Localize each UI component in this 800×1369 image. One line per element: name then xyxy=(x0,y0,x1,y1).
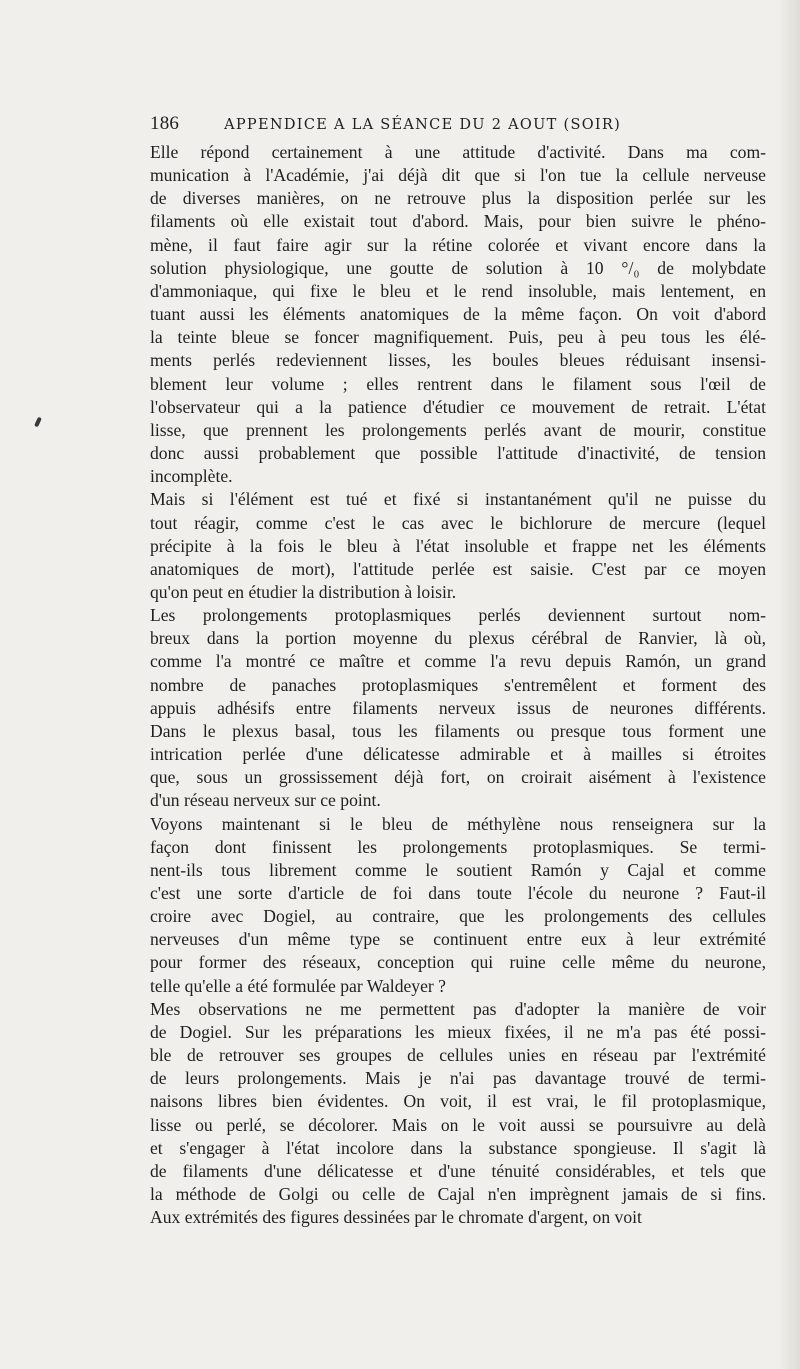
text-line: ments perlés redeviennent lisses, les boules bleues réduisant insensi- xyxy=(150,350,766,371)
paragraph xyxy=(150,998,766,1230)
text-line: comme l'a montré ce maître et comme l'a revu depuis Ramón, un grand xyxy=(150,651,766,672)
text-line: et s'engager à l'état incolore dans la substance spongieuse. Il s'agit là xyxy=(150,1137,766,1158)
text-line: nerveuses d'un même type se continuent entre eux à leur extrémité xyxy=(150,929,766,950)
text-line: incomplète. xyxy=(150,466,233,487)
text-line: de filaments d'une délicatesse et d'une ténuité considérables, et tels que xyxy=(150,1160,766,1181)
text-line: tout réagir, comme c'est le cas avec le bichlorure de mercure (lequel xyxy=(150,512,766,533)
text-line: Mais si l'élément est tué et fixé si instantanément qu'il ne puisse du xyxy=(150,489,766,510)
text-line: munication à l'Académie, j'ai déjà dit que si l'on tue la cellule nerveuse xyxy=(150,165,766,186)
running-head xyxy=(150,113,766,135)
text-line: d'un réseau nerveux sur ce point. xyxy=(150,790,381,811)
text-line: qu'on peut en étudier la distribution à loisir. xyxy=(150,581,457,602)
text-line: croire avec Dogiel, au contraire, que les prolongements des cellules xyxy=(150,906,766,927)
page-body xyxy=(150,113,766,1313)
text-line: façon dont finissent les prolongements protoplasmiques. Se termi- xyxy=(150,836,766,857)
text-line: Les prolongements protoplasmiques perlés deviennent surtout nom- xyxy=(150,605,766,626)
text-line: l'observateur qui a la patience d'étudier ce mouvement de retrait. L'état xyxy=(150,396,766,417)
ink-speck xyxy=(34,417,42,428)
text-line: la teinte bleue se foncer magnifiquement. Puis, peu à peu tous les élé- xyxy=(150,327,766,348)
text-line: ble de retrouver ses groupes de cellules unies en réseau par l'extrémité xyxy=(150,1045,766,1066)
text-line: de diverses manières, on ne retrouve plus la disposition perlée sur les xyxy=(150,188,766,209)
text-line: de Dogiel. Sur les préparations les mieux fixées, il ne m'a pas été possi- xyxy=(150,1021,766,1042)
text-line: Voyons maintenant si le bleu de méthylène nous renseignera sur la xyxy=(150,813,766,834)
text-line: Dans le plexus basal, tous les filaments ou presque tous forment une xyxy=(150,720,766,741)
text-line: d'ammoniaque, qui fixe le bleu et le rend insoluble, mais lentement, en xyxy=(150,280,766,301)
text-line: appuis adhésifs entre filaments nerveux issus de neurones différents. xyxy=(150,697,766,718)
text-line: filaments où elle existait tout d'abord. Mais, pour bien suivre le phéno- xyxy=(150,211,766,232)
text-line: la méthode de Golgi ou celle de Cajal n'en imprègnent jamais de si fins. xyxy=(150,1184,766,1205)
page-number: 186 xyxy=(150,113,180,134)
text-line: Elle répond certainement à une attitude d'activité. Dans ma com- xyxy=(150,142,766,162)
text-line: lisse, que prennent les prolongements perlés avant de mourir, constitue xyxy=(150,419,766,440)
text-line: mène, il faut faire agir sur la rétine colorée et vivant encore dans la xyxy=(150,234,766,255)
text-line: pour former des réseaux, conception qui ruine celle même du neurone, xyxy=(150,952,766,973)
paragraph xyxy=(150,813,766,998)
text-line: de leurs prolongements. Mais je n'ai pas davantage trouvé de termi- xyxy=(150,1068,766,1089)
text-line: précipite à la fois le bleu à l'état insoluble et frappe net les éléments xyxy=(150,535,766,556)
text-line: Aux extrémités des figures dessinées par le chromate d'argent, on voit xyxy=(150,1207,642,1228)
page-edge-shadow xyxy=(778,0,800,1369)
text-line: tuant aussi les éléments anatomiques de la même façon. On voit d'abord xyxy=(150,304,766,325)
text-line: que, sous un grossissement déjà fort, on croirait aisément à l'existence xyxy=(150,767,766,788)
text-line: telle qu'elle a été formulée par Waldeyer ? xyxy=(150,975,446,996)
text-line: nombre de panaches protoplasmiques s'entremêlent et forment des xyxy=(150,674,766,695)
paragraph xyxy=(150,488,766,604)
text-line: Mes observations ne me permettent pas d'adopter la manière de voir xyxy=(150,998,766,1019)
body-text xyxy=(150,141,766,1229)
text-line: anatomiques de mort), l'attitude perlée est saisie. C'est par ce moyen xyxy=(150,558,766,579)
text-line: breux dans la portion moyenne du plexus cérébral de Ranvier, là où, xyxy=(150,628,766,649)
text-line: blement leur volume ; elles rentrent dans le filament sous l'œil de xyxy=(150,373,766,394)
text-line: solution physiologique, une goutte de solution à 10 °/₀ de molybdate xyxy=(150,257,766,278)
text-line: donc aussi probablement que possible l'attitude d'inactivité, de tension xyxy=(150,443,766,464)
text-line: intrication perlée d'une délicatesse admirable et à mailles si étroites xyxy=(150,744,766,765)
text-line: c'est une sorte d'article de foi dans toute l'école du neurone ? Faut-il xyxy=(150,883,766,903)
text-line: lisse ou perlé, se décolorer. Mais on le voit aussi se poursuivre au delà xyxy=(150,1114,766,1135)
text-line: nent-ils tous librement comme le soutient Ramón y Cajal et comme xyxy=(150,859,766,880)
running-title: APPENDICE A LA SÉANCE DU 2 AOUT (SOIR) xyxy=(224,117,622,133)
text-line: naisons libres bien évidentes. On voit, il est vrai, le fil protoplasmique, xyxy=(150,1091,766,1112)
paragraph xyxy=(150,604,766,812)
paragraph xyxy=(150,141,766,488)
